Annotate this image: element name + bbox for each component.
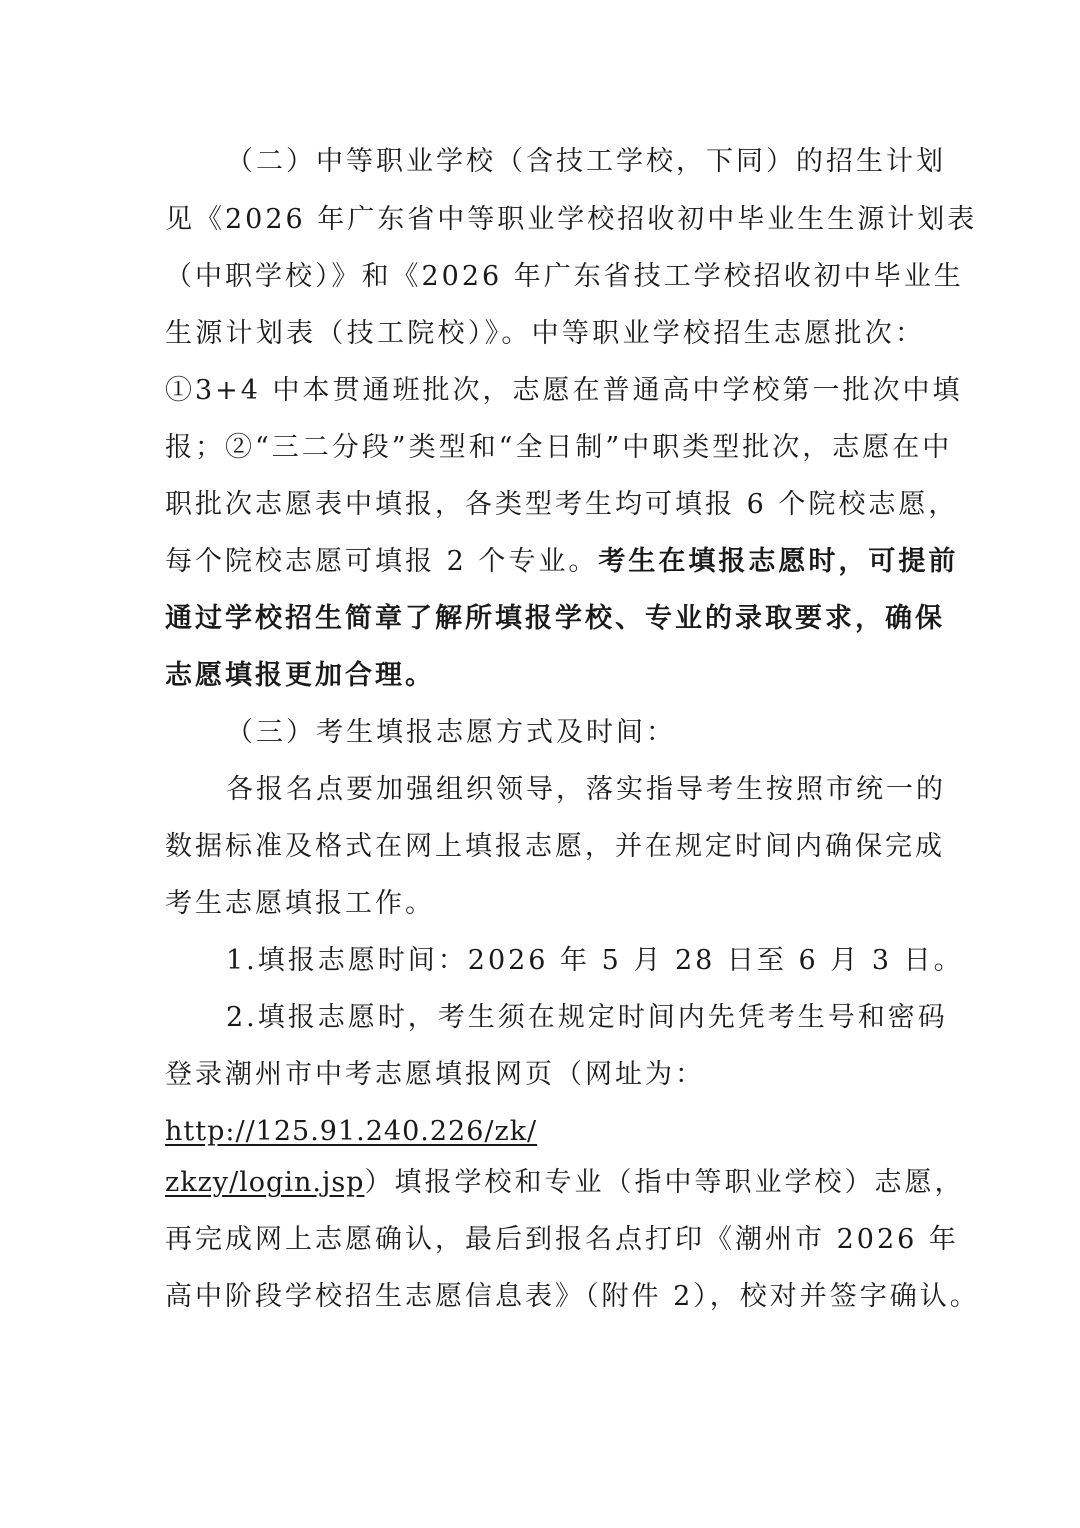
item-1-time: 1.填报志愿时间：2026 年 5 月 28 日至 6 月 3 日。	[226, 945, 964, 976]
section-3-heading: （三）考生填报志愿方式及时间：	[226, 717, 676, 748]
paragraph-2-line-5: ①3+4 中本贯通班批次，志愿在普通高中学校第一批次中填	[165, 375, 963, 406]
paragraph-2-line-3: （中职学校）》和《2026 年广东省技工学校招收初中毕业生	[165, 261, 964, 292]
paragraph-3-line-1: 各报名点要加强组织领导，落实指导考生按照市统一的	[226, 774, 946, 805]
paragraph-2-line-8-normal: 每个院校志愿可填报 2 个专业。	[165, 546, 599, 577]
paragraph-3-line-3: 考生志愿填报工作。	[165, 888, 435, 919]
item-2-line-6: 高中阶段学校招生志愿信息表》（附件 2），校对并签字确认。	[165, 1281, 980, 1312]
paragraph-2-bold-line-3: 志愿填报更加合理。	[165, 660, 435, 691]
item-2-url-line-1	[165, 1112, 925, 1152]
paragraph-2-line-7: 职批次志愿表中填报，各类型考生均可填报 6 个院校志愿，	[165, 489, 959, 520]
item-2-line-1: 2.填报志愿时，考生须在规定时间内先凭考生号和密码	[226, 1002, 948, 1033]
paragraph-2-line-4: 生源计划表（技工院校）》。中等职业学校招生志愿批次：	[165, 318, 925, 349]
item-2-line-2: 登录潮州市中考志愿填报网页（网址为：	[165, 1059, 705, 1090]
registration-url-part-2[interactable]: zkzy/login.jsp	[165, 1167, 365, 1198]
paragraph-2-line-6: 报；②“三二分段”类型和“全日制”中职类型批次，志愿在中	[165, 432, 953, 463]
paragraph-2-line-8	[165, 542, 959, 582]
paragraph-2-line-1: （二）中等职业学校（含技工学校，下同）的招生计划	[226, 146, 946, 177]
paragraph-2-line-8-bold: 考生在填报志愿时，可提前	[598, 546, 959, 577]
paragraph-2-bold-line-2: 通过学校招生简章了解所填报学校、专业的录取要求，确保	[165, 603, 945, 634]
registration-url-part-1[interactable]: http://125.91.240.226/zk/	[165, 1116, 538, 1147]
paragraph-3-line-2: 数据标准及格式在网上填报志愿，并在规定时间内确保完成	[165, 831, 945, 862]
item-2-url-line-2	[165, 1163, 965, 1203]
item-2-line-4-text: ）填报学校和专业（指中等职业学校）志愿，	[364, 1167, 965, 1198]
paragraph-2-line-2: 见《2026 年广东省中等职业学校招收初中毕业生生源计划表	[165, 204, 978, 235]
item-2-line-5: 再完成网上志愿确认，最后到报名点打印《潮州市 2026 年	[165, 1224, 959, 1255]
